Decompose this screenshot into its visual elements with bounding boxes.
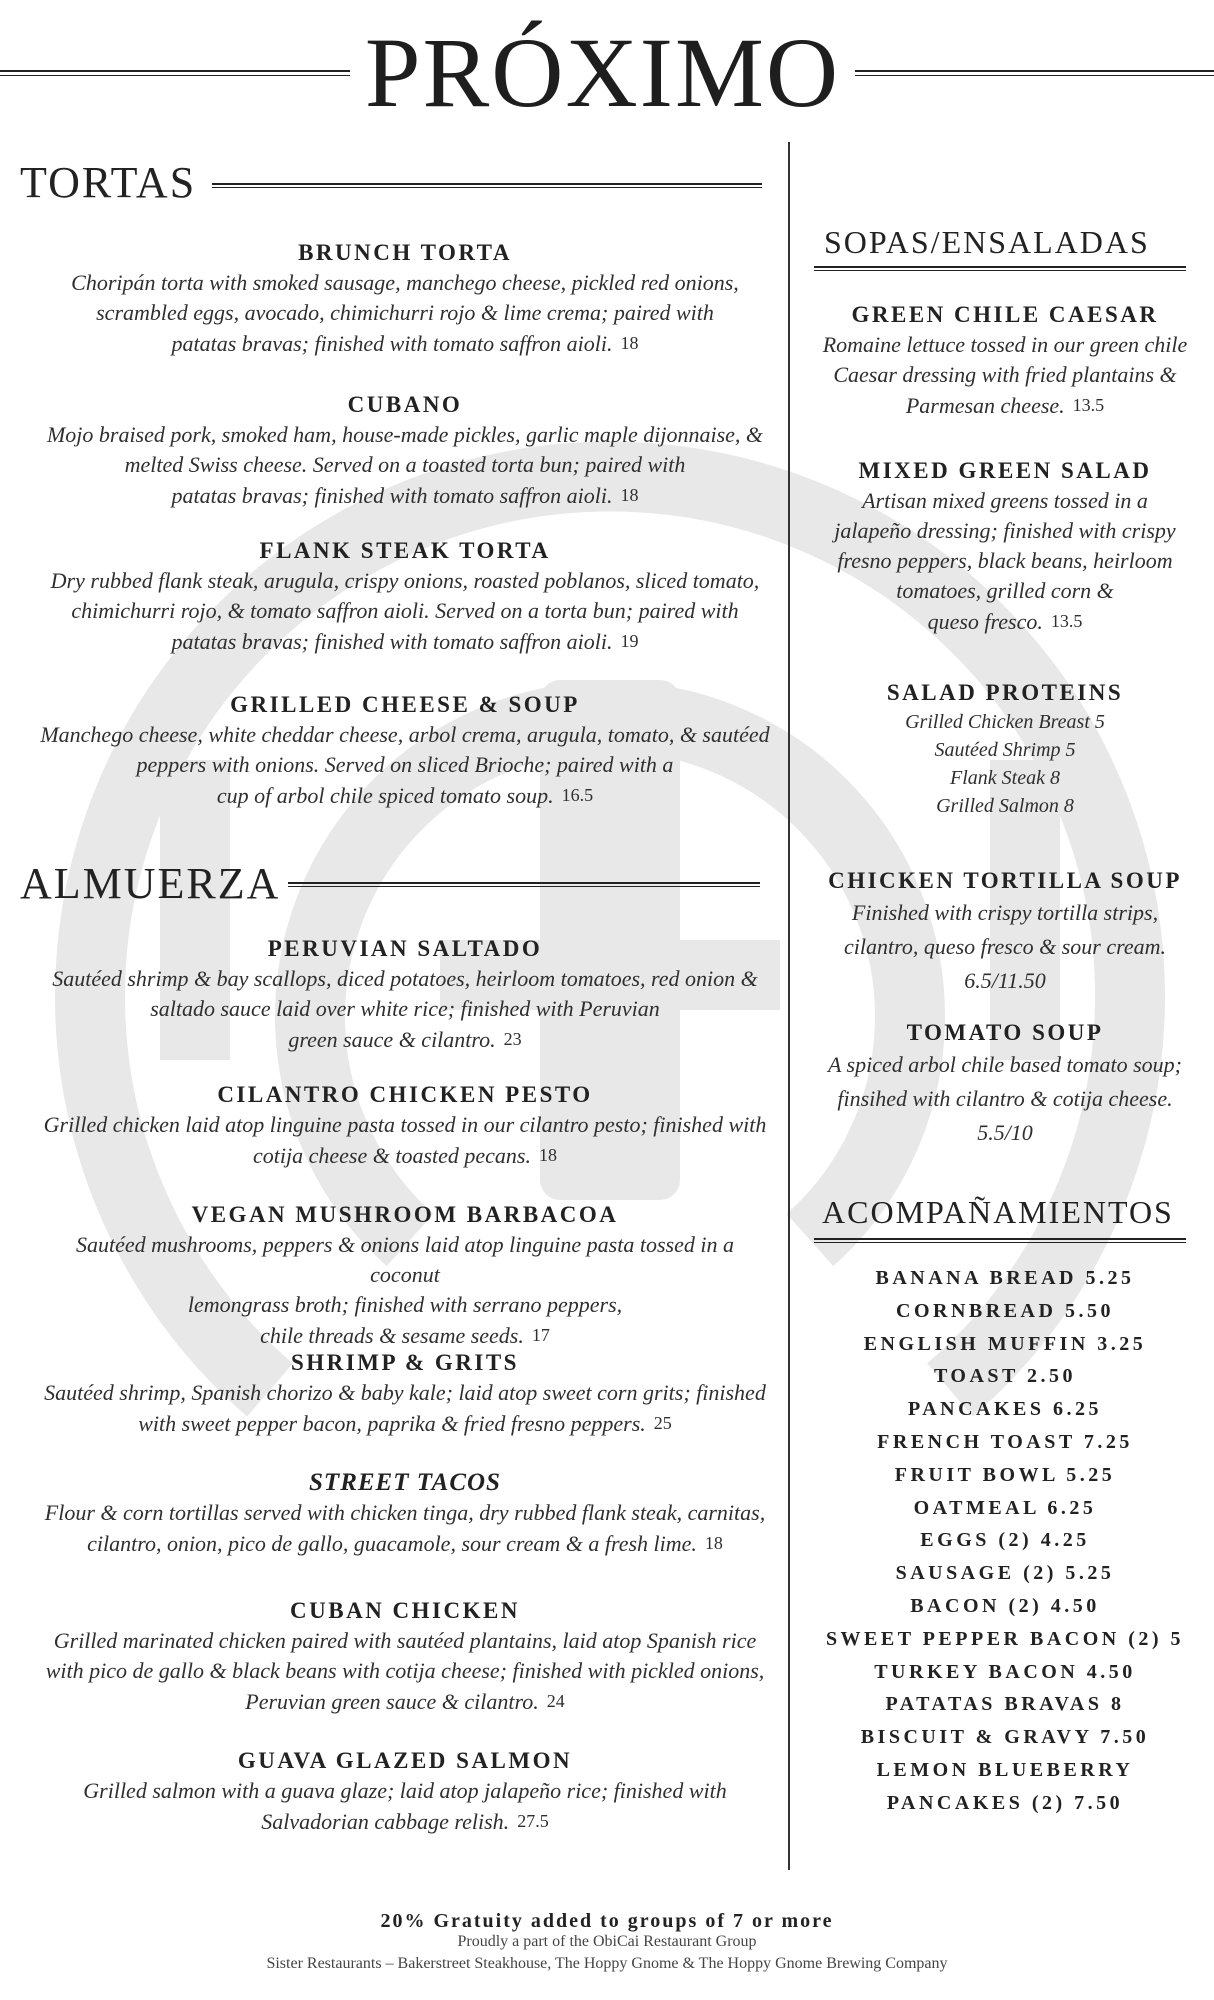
side-item: TURKEY BACON 4.50 — [874, 1660, 1136, 1683]
menu-item — [40, 1348, 770, 1439]
item-description: Manchego cheese, white cheddar cheese, arbol crema, arugula, tomato, & sautéed peppers with onions. Served on sliced Brioche; paired with a cup of arbol chile spiced tomato soup. 16.5 — [40, 722, 770, 808]
item-price: 13.5 — [1050, 611, 1083, 631]
item-price: 23 — [503, 1029, 522, 1049]
item-description: Choripán torta with smoked sausage, manchego cheese, pickled red onions, scrambled eggs, avocado, chimichurri rojo & lime crema; paired with patatas bravas; finished with tomato saffron aioli. 18 — [71, 270, 739, 356]
side-item: BISCUIT & GRAVY 7.50 — [860, 1726, 1150, 1749]
item-price: 18 — [620, 333, 639, 353]
protein-item: Flank Steak 8 — [950, 767, 1060, 789]
menu-item — [40, 690, 770, 811]
side-item: SAUSAGE (2) 5.25 — [895, 1562, 1115, 1585]
protein-item: Sautéed Shrimp 5 — [934, 739, 1076, 761]
item-description: Mojo braised pork, smoked ham, house-made pickles, garlic maple dijonnaise, & melted Swiss cheese. Served on a toasted torta bun; paired with patatas bravas; finished with tomato saffron aioli. 18 — [46, 422, 764, 508]
restaurant-group: Proudly a part of the ObiCai Restaurant Group — [457, 1933, 757, 1950]
item-price: 13.5 — [1072, 395, 1105, 415]
menu-item — [40, 536, 770, 657]
item-description: Grilled marinated chicken paired with sautéed plantains, laid atop Spanish rice with pico de gallo & black beans with cotija cheese; finished with pickled onions, Peruvian green sauce & cilantro. 24 — [45, 1628, 765, 1714]
tortas-rule — [212, 183, 762, 188]
item-name: CUBAN CHICKEN — [290, 1598, 520, 1623]
item-price: 19 — [620, 631, 639, 651]
item-name: GRILLED CHEESE & SOUP — [230, 692, 580, 717]
sides-list — [808, 1262, 1202, 1820]
item-name: VEGAN MUSHROOM BARBACOA — [191, 1202, 619, 1227]
item-price: 27.5 — [517, 1811, 549, 1831]
almuerza-title: ALMUERZA — [20, 859, 281, 908]
item-name: STREET TACOS — [309, 1469, 501, 1496]
sister-restaurants: Sister Restaurants – Bakerstreet Steakhouse, The Hoppy Gnome & The Hoppy Gnome Brewing Company — [266, 1955, 948, 1972]
protein-item: Grilled Chicken Breast 5 — [905, 711, 1105, 733]
item-name: SHRIMP & GRITS — [291, 1350, 519, 1375]
side-item: LEMON BLUEBERRY — [876, 1758, 1134, 1781]
menu-item — [808, 866, 1202, 998]
item-price: 18 — [538, 1145, 557, 1165]
menu-item — [40, 934, 770, 1055]
item-name: BRUNCH TORTA — [298, 240, 512, 265]
side-item: EGGS (2) 4.25 — [920, 1529, 1090, 1552]
side-item: SWEET PEPPER BACON (2) 5 — [825, 1627, 1185, 1650]
salad-proteins — [808, 678, 1202, 820]
item-description: Romaine lettuce tossed in our green chile Caesar dressing with fried plantains & Parmesan cheese. 13.5 — [822, 332, 1188, 418]
side-item: CORNBREAD 5.50 — [896, 1299, 1114, 1322]
item-name: FLANK STEAK TORTA — [259, 538, 551, 563]
item-description: A spiced arbol chile based tomato soup; finsihed with cilantro & cotija cheese. 5.5/10 — [828, 1052, 1182, 1145]
item-price: 18 — [620, 485, 639, 505]
menu-item — [40, 238, 770, 359]
item-name: CILANTRO CHICKEN PESTO — [217, 1082, 593, 1107]
column-divider — [788, 142, 790, 1870]
tortas-title: TORTAS — [20, 158, 197, 207]
side-item: OATMEAL 6.25 — [913, 1496, 1097, 1519]
side-item: BANANA BREAD 5.25 — [875, 1267, 1135, 1289]
sides-title: ACOMPAÑAMIENTOS — [822, 1194, 1174, 1230]
restaurant-name: PRÓXIMO — [364, 17, 841, 128]
header-rule-right — [855, 70, 1214, 76]
header — [0, 18, 1214, 128]
item-name: CUBANO — [347, 392, 463, 417]
side-item: FRUIT BOWL 5.25 — [894, 1463, 1116, 1486]
item-description: Sautéed shrimp & bay scallops, diced potatoes, heirloom tomatoes, red onion & saltado sauce laid over white rice; finished with Peruvian green sauce & cilantro. 23 — [52, 966, 758, 1052]
menu-item — [808, 1018, 1202, 1150]
item-price: 24 — [546, 1691, 565, 1711]
item-name: GUAVA GLAZED SALMON — [237, 1748, 573, 1773]
menu-item — [40, 1468, 770, 1559]
item-description: Grilled salmon with a guava glaze; laid atop jalapeño rice; finished with Salvadorian cabbage relish. 27.5 — [83, 1778, 727, 1834]
side-item: FRENCH TOAST 7.25 — [877, 1430, 1133, 1453]
side-item: TOAST 2.50 — [933, 1365, 1077, 1388]
item-price: 18 — [704, 1533, 723, 1553]
menu-item — [40, 1200, 770, 1351]
salad-proteins-title: SALAD PROTEINS — [886, 680, 1124, 705]
item-description: Sautéed mushrooms, peppers & onions laid atop linguine pasta tossed in a coconut lemongrass broth; finished with serrano peppers, chile threads & sesame seeds. 17 — [76, 1232, 734, 1348]
item-price: 17 — [531, 1325, 550, 1345]
header-rule-left — [0, 70, 350, 76]
item-description: Finished with crispy tortilla strips, cilantro, queso fresco & sour cream. 6.5/11.50 — [843, 900, 1167, 993]
menu-item — [40, 1596, 770, 1717]
side-item: PANCAKES (2) 7.50 — [886, 1791, 1124, 1814]
gratuity-note: 20% Gratuity added to groups of 7 or more — [380, 1910, 834, 1932]
item-description: Flour & corn tortillas served with chicken tinga, dry rubbed flank steak, carnitas, cilantro, onion, pico de gallo, guacamole, sour cream & a fresh lime. 18 — [44, 1500, 766, 1556]
item-name: MIXED GREEN SALAD — [858, 458, 1152, 483]
almuerza-rule — [288, 882, 760, 887]
sides-rule — [814, 1238, 1186, 1243]
sopas-rule — [814, 266, 1186, 271]
side-item: PATATAS BRAVAS 8 — [885, 1693, 1125, 1716]
item-name: CHICKEN TORTILLA SOUP — [828, 868, 1182, 893]
item-price: 16.5 — [561, 785, 594, 805]
sopas-title: SOPAS/ENSALADAS — [824, 224, 1150, 260]
menu-item — [808, 300, 1202, 421]
menu-item — [40, 390, 770, 511]
menu-item — [40, 1746, 770, 1837]
item-description: Dry rubbed flank steak, arugula, crispy onions, roasted poblanos, sliced tomato, chimichurri rojo, & tomato saffron aioli. Served on a torta bun; paired with patatas bravas; finished with tomato saffron aioli. 19 — [50, 568, 760, 654]
item-price: 25 — [653, 1413, 672, 1433]
side-item: BACON (2) 4.50 — [910, 1594, 1100, 1617]
item-name: PERUVIAN SALTADO — [267, 936, 543, 961]
side-item: PANCAKES 6.25 — [907, 1398, 1103, 1421]
protein-item: Grilled Salmon 8 — [936, 795, 1074, 817]
menu-item — [808, 456, 1202, 637]
side-item: ENGLISH MUFFIN 3.25 — [863, 1332, 1147, 1355]
item-description: Sautéed shrimp, Spanish chorizo & baby kale; laid atop sweet corn grits; finished with sweet pepper bacon, paprika & fried fresno peppers. 25 — [44, 1380, 766, 1436]
item-description: Artisan mixed greens tossed in a jalapeño dressing; finished with crispy fresno peppers, black beans, heirloom tomatoes, grilled corn & queso fresco. 13.5 — [834, 488, 1176, 634]
item-name: TOMATO SOUP — [906, 1020, 1104, 1045]
menu-item — [40, 1080, 770, 1171]
item-name: GREEN CHILE CAESAR — [851, 302, 1159, 327]
item-description: Grilled chicken laid atop linguine pasta tossed in our cilantro pesto; finished with cotija cheese & toasted pecans. 18 — [43, 1112, 767, 1168]
